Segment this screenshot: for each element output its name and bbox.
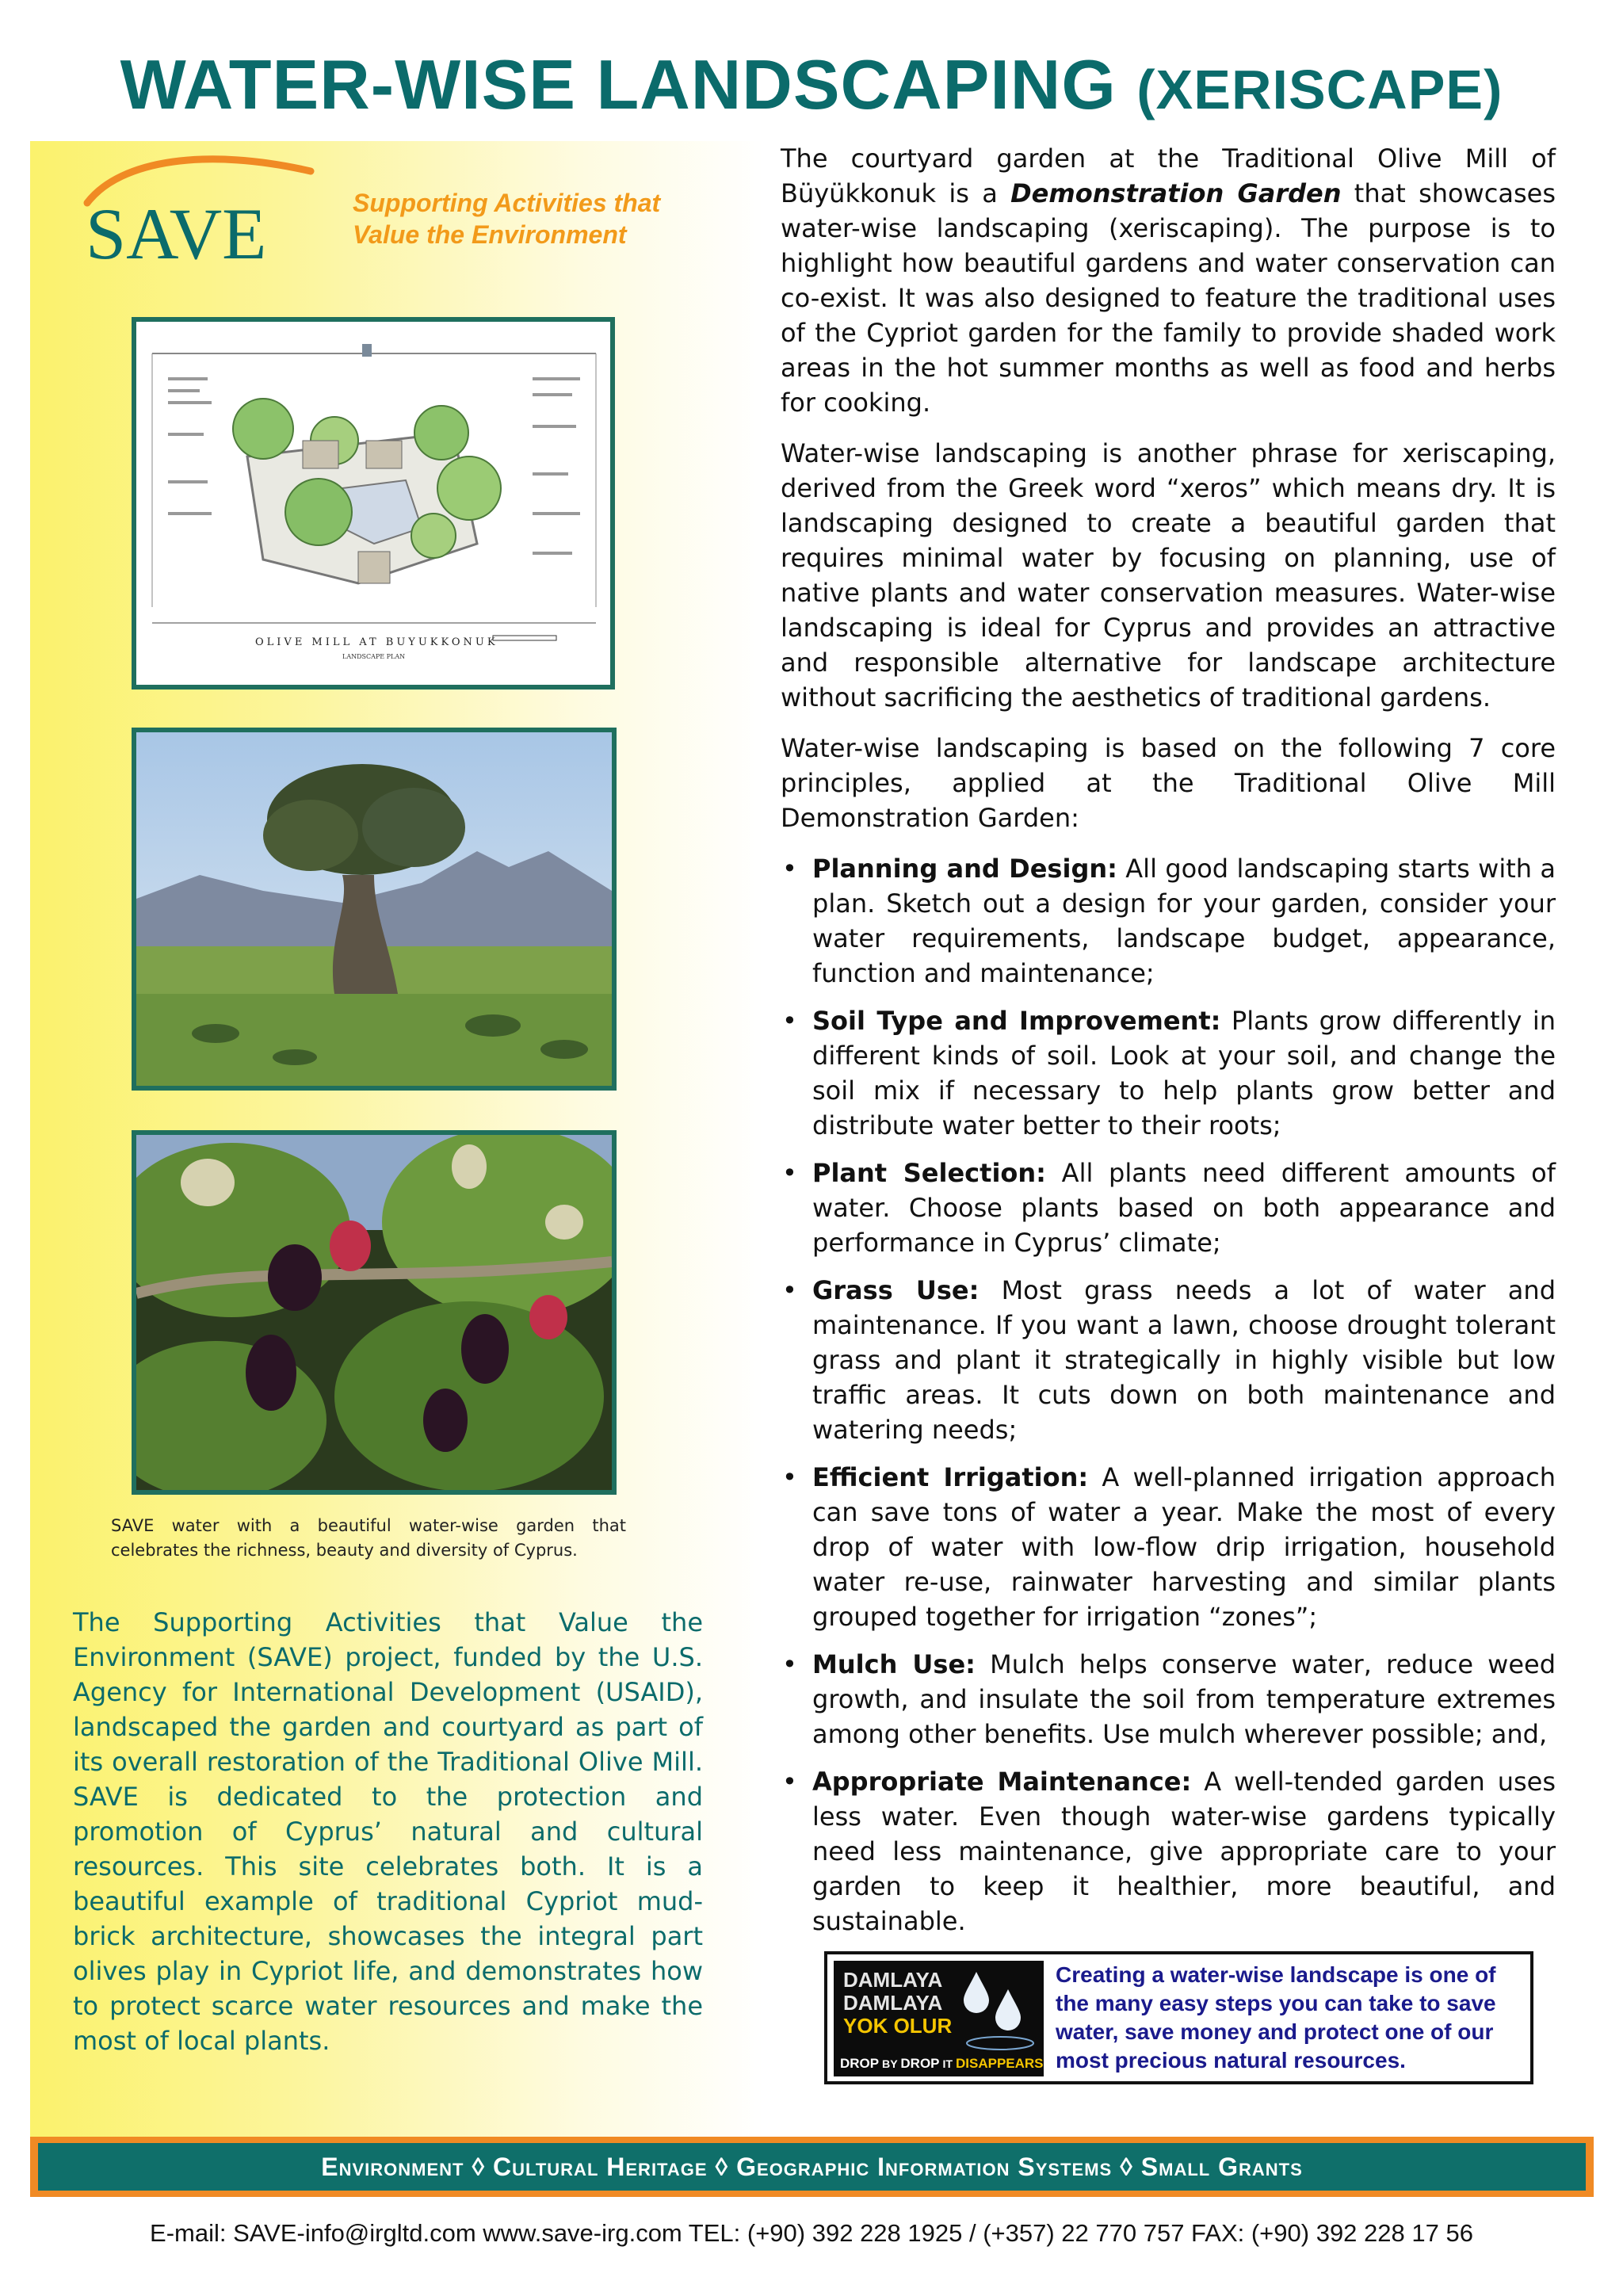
principle-term: Efficient Irrigation: [812, 1462, 1089, 1492]
principle-term: Appropriate Maintenance: [812, 1767, 1192, 1797]
principle-term: Grass Use: [812, 1275, 980, 1305]
photo-caption: SAVE water with a beautiful water-wise garden that celebrates the richness, beauty and diversity of Cyprus. [111, 1516, 626, 1560]
principle-text: All good landscaping starts with a plan. Sketch out a design for your garden, consider your water requirements, landscape budget, appearance, function and maintenance; [812, 854, 1556, 988]
plan-subcaption: LANDSCAPE PLAN [342, 653, 406, 660]
damlaya-campaign-logo [834, 1961, 1044, 2076]
tagline-line-1: Supporting Activities that [353, 189, 661, 217]
contact-footer: E-mail: SAVE-info@irgltd.com www.save-irg.com TEL: (+90) 392 228 1925 / (+357) 22 770 757 FAX: (+90) 392 228 17 56 [150, 2219, 1473, 2247]
principle-term: Mulch Use: [812, 1649, 976, 1679]
principle-text: Plants grow differently in different kinds of soil. Look at your soil, and change the soil mix if necessary to help plants grow better and distribute water better to their roots; [812, 1006, 1556, 1140]
save-project-description: The Supporting Activities that Value the Environment (SAVE) project, funded by the U.S. Agency for International Development (USAID), landscaped the garden and courtyard as part of its overall restoration of the Traditional Olive Mill. SAVE is dedicated to the protection and promotion of Cyprus’ natural and cultural resources. This site celebrates both. It is a beautiful example of traditional Cypriot mud-brick architecture, showcases the integral part olives play in Cypriot life, and demonstrates how to protect scarce water resources and make the most of local plants. [73, 1607, 703, 2056]
water-drop-icon [953, 1966, 1040, 2053]
callout-text: Creating a water-wise landscape is one of the many easy steps you can take to save water, save money and protect one of our most precious natural resources. [1056, 1962, 1496, 2073]
damlaya-line-3: YOK OLUR [843, 2014, 953, 2038]
plan-caption: OLIVE MILL AT BUYUKKONUK [255, 636, 498, 648]
damlaya-line-1: DAMLAYA [843, 1968, 943, 1992]
principle-text: All plants need different amounts of water. Choose plants based on both appearance and performance in Cyprus’ climate; [812, 1158, 1556, 1258]
principle-text: Mulch helps conserve water, reduce weed growth, and insulate the soil from temperature extremes among other benefits. Use mulch wherever possible; and, [812, 1649, 1556, 1749]
principle-item [812, 1156, 1556, 1260]
intro-paragraph-3: Water-wise landscaping is based on the following 7 core principles, applied at the Traditional Olive Mill Demonstration Garden: [781, 733, 1556, 833]
water-callout-box [824, 1951, 1533, 2084]
slogan-disappears: DISAPPEARS [955, 2056, 1044, 2071]
principle-item [812, 1764, 1556, 1939]
logo-tagline [353, 187, 701, 250]
principle-item [812, 1460, 1556, 1634]
damlaya-wordmark [843, 1969, 952, 2038]
slogan-by: BY [879, 2058, 901, 2071]
page-title [0, 41, 1623, 133]
principle-term: Plant Selection: [812, 1158, 1046, 1188]
principles-list [781, 851, 1556, 1939]
logo-wordmark: SAVE [86, 193, 267, 274]
plan-drawing [136, 322, 610, 685]
intro-p1-before: The courtyard garden at the Traditional Olive Mill of Büyükkonuk is a [781, 143, 1556, 208]
principle-text: A well-tended garden uses less water. Even though water-wise gardens typically need less maintenance, give appropriate care to your garden to keep it healthier, more beautiful, and sustainable. [812, 1767, 1556, 1936]
intro-paragraph-2: Water-wise landscaping is another phrase for xeriscaping, derived from the Greek word “xeros” which means dry. It is landscaping designed to create a beautiful garden that requires minimal water by focusing on planning, use of native plants and water conservation measures. Water-wise landscaping is ideal for Cyprus and provides an attractive and responsible alternative for landscape architecture without sacrificing the aesthetics of traditional gardens. [781, 438, 1556, 712]
olive-tree-drawing [136, 732, 612, 1086]
slogan-drop-2: DROP [900, 2056, 940, 2071]
slogan-drop-1: DROP [840, 2056, 880, 2071]
principle-text: Most grass needs a lot of water and maintenance. If you want a lawn, choose drought tolerant grass and plant it strategically in highly visible but low traffic areas. It cuts down on both maintenance and watering needs; [812, 1275, 1556, 1445]
demonstration-garden-emphasis: Demonstration Garden [1010, 178, 1342, 208]
damlaya-line-2: DAMLAYA [843, 1991, 943, 2015]
title-paren: (XERISCAPE) [1136, 59, 1503, 120]
principle-item [812, 1273, 1556, 1447]
landscape-plan-image [132, 317, 615, 690]
principle-item [812, 1647, 1556, 1752]
main-article [781, 141, 1556, 1951]
principle-item [812, 851, 1556, 991]
intro-paragraph-1 [781, 141, 1556, 420]
mulberry-drawing [136, 1135, 612, 1490]
intro-p1-after: that showcases water-wise landscaping (xeriscaping). The purpose is to highlight how beautiful gardens and water conservation can co-exist. It was also designed to feature the traditional uses of the Cypriot garden for the family to provide shaded work areas in the hot summer months as well as food and herbs for cooking. [781, 178, 1556, 418]
principle-term: Soil Type and Improvement: [812, 1006, 1221, 1036]
title-main: WATER-WISE LANDSCAPING [120, 45, 1117, 124]
slogan-it: IT [939, 2058, 956, 2071]
olive-tree-photo [132, 728, 617, 1091]
mulberry-photo [132, 1130, 617, 1495]
topics-banner: Environment ◊ Cultural Heritage ◊ Geographic Information Systems ◊ Small Grants [38, 2143, 1586, 2191]
damlaya-slogan [840, 2056, 1044, 2072]
principle-term: Planning and Design: [812, 854, 1117, 884]
principle-text: A well-planned irrigation approach can save tons of water a year. Make the most of every drop of water with low-flow drip irrigation, household water re-use, rainwater harvesting and similar plants grouped together for irrigation “zones”; [812, 1462, 1556, 1632]
principle-item [812, 1003, 1556, 1143]
tagline-line-2: Value the Environment [353, 220, 627, 249]
